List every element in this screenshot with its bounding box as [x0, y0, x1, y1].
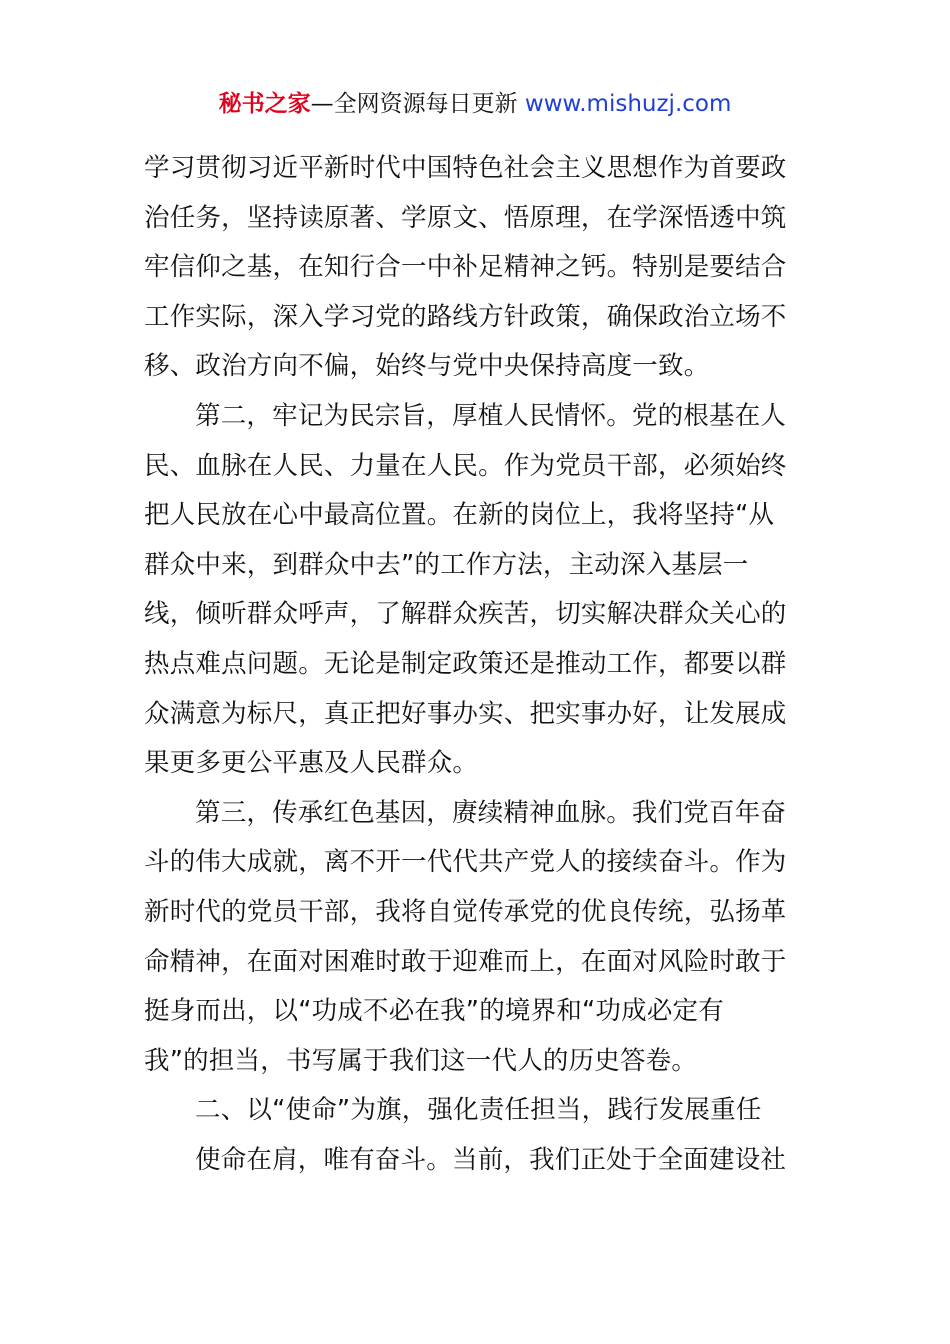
section-heading: 二、以“使命”为旗，强化责任担当，践行发展重任: [195, 1095, 762, 1126]
paragraph-start-line: 第二，牢记为民宗旨，厚植人民情怀。党的根基在人: [195, 400, 787, 431]
paragraph-start-line: 使命在肩，唯有奋斗。当前，我们正处于全面建设社: [195, 1144, 787, 1175]
text-line: 民、血脉在人民、力量在人民。作为党员干部，必须始终: [144, 450, 787, 481]
site-url[interactable]: www.mishuzj.com: [524, 91, 732, 117]
text-line: 把人民放在心中最高位置。在新的岗位上，我将坚持“从: [144, 500, 775, 531]
paragraph-start-line: 第三，传承红色基因，赓续精神血脉。我们党百年奋: [195, 797, 787, 828]
text-line: 热点难点问题。无论是制定政策还是推动工作，都要以群: [144, 648, 787, 679]
text-line: 学习贯彻习近平新时代中国特色社会主义思想作为首要政: [144, 153, 787, 183]
page-header: [0, 88, 950, 120]
text-line: 工作实际，深入学习党的路线方针政策，确保政治立场不: [144, 301, 787, 332]
header-tagline: —全网资源每日更新: [310, 91, 525, 117]
text-line: 众满意为标尺，真正把好事办实、把实事办好，让发展成: [144, 698, 787, 729]
text-line: 牢信仰之基，在知行合一中补足精神之钙。特别是要结合: [144, 252, 787, 283]
site-brand: 秘书之家: [218, 91, 311, 117]
text-line: 挺身而出，以“功成不必在我”的境界和“功成必定有: [144, 996, 724, 1027]
text-line: 治任务，坚持读原著、学原文、悟原理，在学深悟透中筑: [144, 202, 787, 233]
text-line: 果更多更公平惠及人民群众。: [144, 748, 479, 779]
text-line: 我”的担当，书写属于我们这一代人的历史答卷。: [144, 1045, 698, 1076]
text-line: 移、政治方向不偏，始终与党中央保持高度一致。: [144, 351, 710, 382]
text-line: 命精神，在面对困难时敢于迎难而上，在面对风险时敢于: [144, 946, 787, 977]
text-line: 新时代的党员干部，我将自觉传承党的优良传统，弘扬革: [144, 896, 787, 927]
document-body: [144, 144, 808, 1185]
text-line: 群众中来，到群众中去”的工作方法，主动深入基层一: [144, 549, 749, 580]
text-line: 线，倾听群众呼声，了解群众疾苦，切实解决群众关心的: [144, 599, 787, 630]
text-line: 斗的伟大成就，离不开一代代共产党人的接续奋斗。作为: [144, 847, 787, 878]
